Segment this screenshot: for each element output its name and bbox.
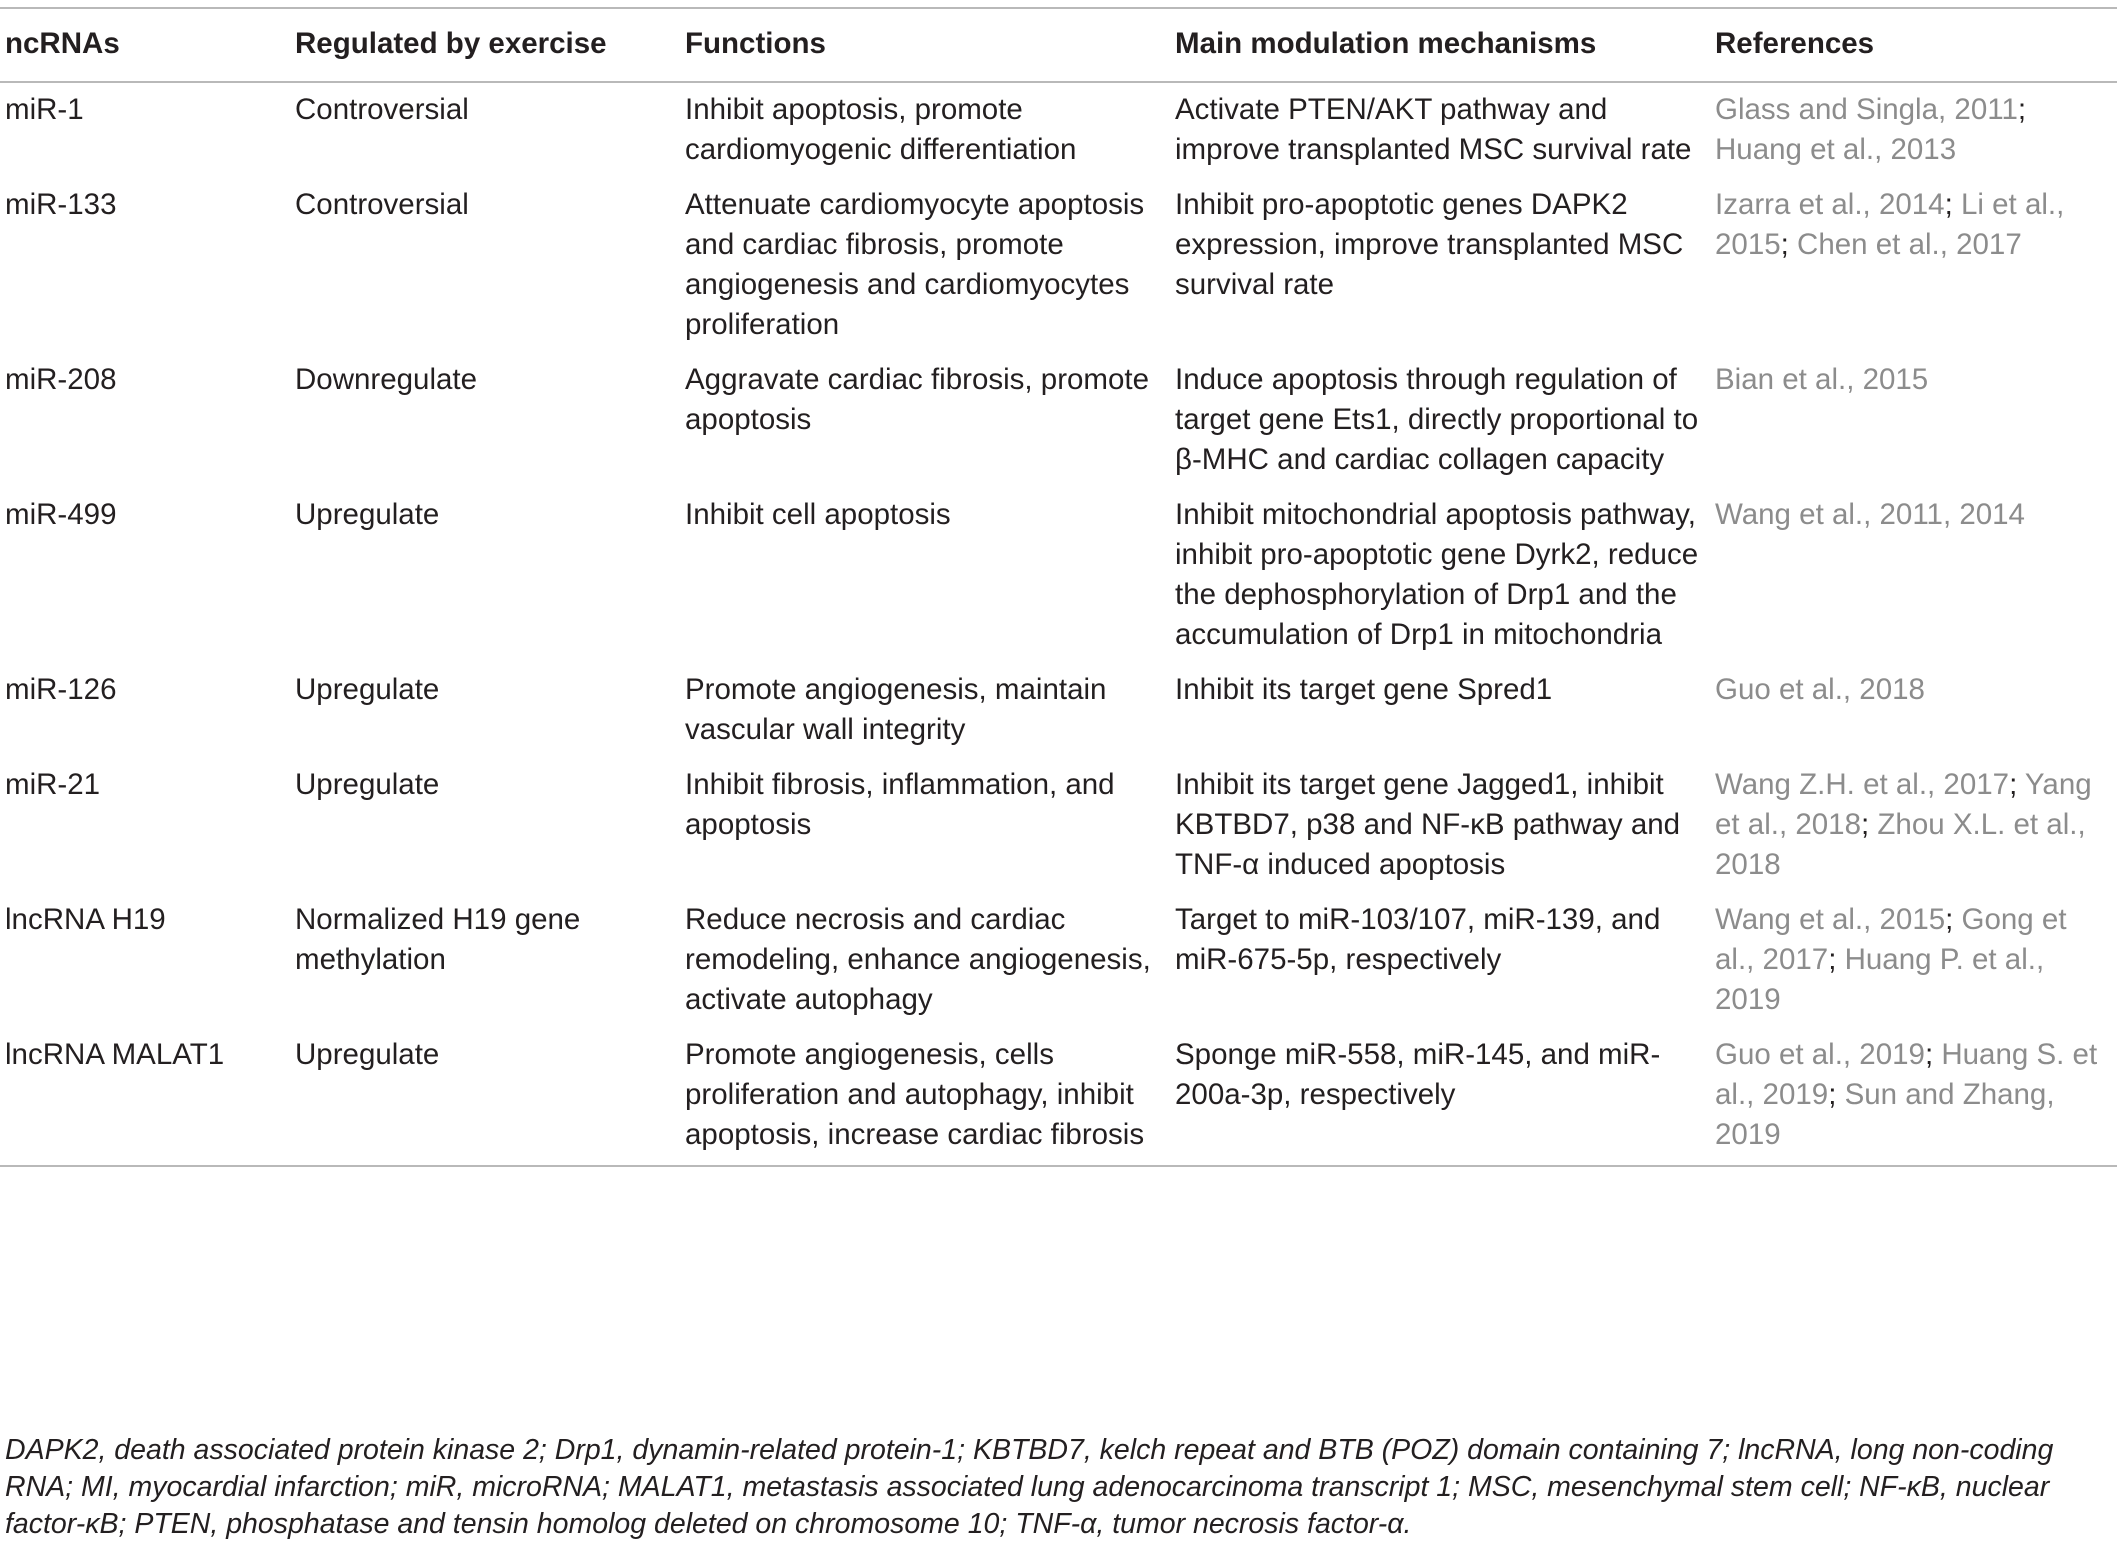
functions-cell: Attenuate cardiomyocyte apoptosis and cardiac fibrosis, promote angiogenesis and cardiomyocytes proliferation (685, 188, 1145, 341)
functions-cell: Reduce necrosis and cardiac remodeling, enhance angiogenesis, activate autophagy (685, 903, 1151, 1016)
reference-link[interactable]: Glass and Singla, 2011 (1715, 93, 2018, 126)
reference-link[interactable]: Huang et al., 2013 (1715, 133, 1957, 166)
reference-link[interactable]: Izarra et al., 2014 (1715, 188, 1945, 221)
reference-link[interactable]: Gong et al., 2017 (1715, 903, 2067, 976)
reference-link[interactable]: Yang et al., 2018 (1715, 768, 2092, 841)
mechanisms-cell: Activate PTEN/AKT pathway and improve transplanted MSC survival rate (1175, 93, 1692, 166)
references-cell (1710, 893, 2117, 1028)
header-regulated-by-exercise: Regulated by exercise (290, 8, 680, 82)
table-row (0, 353, 2117, 488)
ncrna-cell: lncRNA MALAT1 (0, 1028, 290, 1166)
table-row (0, 663, 2117, 758)
references-cell (1710, 82, 2117, 178)
references-cell (1710, 488, 2117, 663)
mechanisms-cell: Inhibit its target gene Spred1 (1175, 673, 1553, 706)
reference-link[interactable]: Bian et al., 2015 (1715, 363, 1929, 396)
ncrna-cell: miR-133 (5, 188, 117, 221)
ncrna-cell: miR-499 (5, 498, 117, 531)
regulated-cell: Controversial (295, 93, 469, 126)
reference-link[interactable]: Guo et al., 2019 (1715, 1038, 1925, 1071)
references-cell (1710, 663, 2117, 758)
reference-link[interactable]: Wang et al., 2015 (1715, 903, 1946, 936)
table-row (0, 1028, 2117, 1166)
reference-separator: ; (1860, 808, 1878, 841)
header-references: References (1710, 8, 2117, 82)
ncrna-table (0, 7, 2117, 1167)
reference-separator: ; (1924, 1038, 1942, 1071)
ncrna-cell: lncRNA H19 (5, 903, 166, 936)
reference-link[interactable]: Huang P. et al., 2019 (1715, 943, 2045, 1016)
ncrna-cell: miR-1 (5, 93, 84, 126)
functions-cell: Inhibit fibrosis, inflammation, and apoptosis (685, 768, 1115, 841)
regulated-cell: Normalized H19 gene methylation (295, 903, 581, 976)
reference-separator: ; (1944, 188, 1961, 221)
reference-separator: ; (1945, 903, 1962, 936)
reference-link[interactable]: Zhou X.L. et al., 2018 (1715, 808, 2086, 881)
table-row (0, 488, 2117, 663)
reference-separator: ; (1828, 1078, 1845, 1111)
regulated-cell: Upregulate (295, 673, 440, 706)
table-row (0, 178, 2117, 353)
table-row (0, 758, 2117, 893)
regulated-cell: Downregulate (295, 363, 478, 396)
reference-link[interactable]: Chen et al., 2017 (1797, 228, 2022, 261)
references-cell (1710, 758, 2117, 893)
reference-link[interactable]: Huang S. et al., 2019 (1715, 1038, 2098, 1111)
ncrna-cell: miR-208 (5, 363, 117, 396)
functions-cell: Inhibit cell apoptosis (685, 498, 951, 531)
reference-separator: ; (2017, 93, 2027, 126)
table-header (0, 8, 2117, 82)
mechanisms-cell: Inhibit pro-apoptotic genes DAPK2 expression, improve transplanted MSC survival rate (1175, 188, 1684, 301)
reference-link[interactable]: Guo et al., 2018 (1715, 673, 1925, 706)
functions-cell: Aggravate cardiac fibrosis, promote apoptosis (685, 363, 1150, 436)
functions-cell: Promote angiogenesis, maintain vascular wall integrity (685, 673, 1107, 746)
references-cell (1710, 1028, 2117, 1166)
mechanisms-cell: Target to miR-103/107, miR-139, and miR-675-5p, respectively (1175, 903, 1661, 976)
ncrna-cell: miR-126 (5, 673, 117, 706)
reference-separator: ; (2009, 768, 2025, 801)
references-cell (1710, 353, 2117, 488)
functions-cell: Promote angiogenesis, cells proliferation and autophagy, inhibit apoptosis, increase cardiac fibrosis (680, 1028, 1170, 1166)
regulated-cell: Controversial (295, 188, 469, 221)
ncrna-cell: miR-21 (5, 768, 101, 801)
header-row (0, 8, 2117, 82)
regulated-cell: Upregulate (295, 768, 440, 801)
header-mechanisms: Main modulation mechanisms (1170, 8, 1710, 82)
table-footnote: DAPK2, death associated protein kinase 2; Drp1, dynamin-related protein-1; KBTBD7, kelch repeat and BTB (POZ) domain containing 7; lncRNA, long non-coding RNA; MI, myocardial infarction; miR, microRNA; MALAT1, metastasis associated lung adenocarcinoma transcript 1; MSC, mesenchymal stem cell; NF-κB, nuclear factor-κB; PTEN, phosphatase and tensin homolog deleted on chromosome 10; TNF-α, tumor necrosis factor-α. (5, 1434, 2054, 1540)
functions-cell: Inhibit apoptosis, promote cardiomyogenic differentiation (685, 93, 1077, 166)
regulated-cell: Upregulate (295, 498, 440, 531)
reference-separator: ; (1828, 943, 1845, 976)
reference-link[interactable]: Li et al., 2015 (1715, 188, 2065, 261)
header-ncrnas: ncRNAs (0, 8, 290, 82)
reference-separator: ; (1780, 228, 1798, 261)
regulated-cell: Upregulate (290, 1028, 680, 1166)
reference-link[interactable]: Wang Z.H. et al., 2017 (1715, 768, 2010, 801)
table-row (0, 82, 2117, 178)
mechanisms-cell: Induce apoptosis through regulation of target gene Ets1, directly proportional to β-MHC and cardiac collagen capacity (1175, 363, 1699, 476)
table-row (0, 893, 2117, 1028)
header-functions: Functions (680, 8, 1170, 82)
reference-link[interactable]: Sun and Zhang, 2019 (1715, 1078, 2055, 1151)
references-cell (1710, 178, 2117, 353)
table-body (0, 82, 2117, 1166)
mechanisms-cell: Sponge miR-558, miR-145, and miR-200a-3p, respectively (1170, 1028, 1710, 1166)
mechanisms-cell: Inhibit its target gene Jagged1, inhibit KBTBD7, p38 and NF-κB pathway and TNF-α induced apoptosis (1175, 768, 1681, 881)
mechanisms-cell: Inhibit mitochondrial apoptosis pathway, inhibit pro-apoptotic gene Dyrk2, reduce the dephosphorylation of Drp1 and the accumulation of Drp1 in mitochondria (1175, 498, 1699, 651)
reference-link[interactable]: Wang et al., 2011, 2014 (1715, 498, 2025, 531)
